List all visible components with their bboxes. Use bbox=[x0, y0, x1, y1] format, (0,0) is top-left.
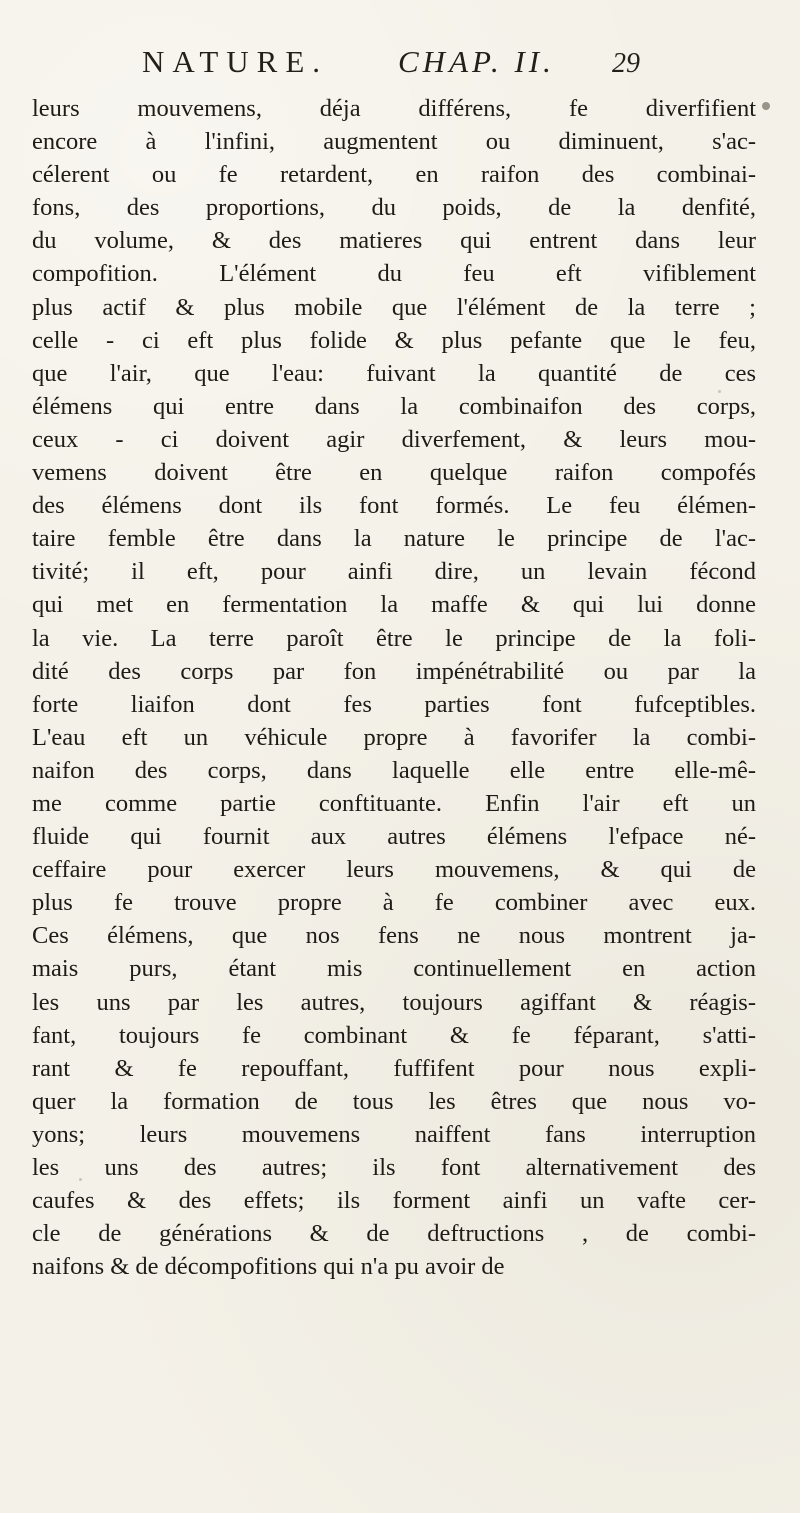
text-line: me comme partie conftituante. Enfin l'air eft un bbox=[32, 789, 756, 817]
text-line: élémens qui entre dans la combinaifon des corps, bbox=[32, 392, 756, 420]
text-line: mais purs, étant mis continuellement en action bbox=[32, 955, 756, 983]
text-line: leurs mouvemens, déja différens, fe diverfifient bbox=[32, 95, 756, 122]
chapter-heading: CHAP. II. bbox=[398, 44, 555, 79]
ink-speck bbox=[762, 102, 770, 110]
text-line: celle - ci eft plus folide & plus pefante que le feu, bbox=[32, 326, 756, 354]
text-line: encore à l'infini, augmentent ou diminuent, s'ac- bbox=[32, 128, 756, 156]
text-line: tivité; il eft, pour ainfi dire, un levain fécond bbox=[32, 558, 756, 586]
text-line: compofition. L'élément du feu eft vifiblement bbox=[32, 260, 756, 288]
text-line: naifon des corps, dans laquelle elle entre elle-mê- bbox=[32, 756, 756, 784]
text-line: la vie. La terre paroît être le principe de la foli- bbox=[32, 624, 756, 652]
text-line: des élémens dont ils font formés. Le feu élémen- bbox=[32, 492, 756, 520]
text-line: naifons & de décompofitions qui n'a pu avoir de bbox=[32, 1253, 505, 1281]
text-line: les uns par les autres, toujours agiffant & réagis- bbox=[32, 988, 756, 1016]
text-line: rant & fe repouffant, fuffifent pour nous expli- bbox=[32, 1054, 756, 1082]
page-header bbox=[0, 40, 800, 84]
text-line: ceffaire pour exercer leurs mouvemens, & qui de bbox=[32, 856, 756, 884]
text-line: qui met en fermentation la maffe & qui lui donne bbox=[32, 591, 756, 619]
text-line: fant, toujours fe combinant & fe féparant, s'atti- bbox=[32, 1021, 756, 1049]
text-line: vemens doivent être en quelque raifon compofés bbox=[32, 459, 756, 487]
text-line: forte liaifon dont fes parties font fufceptibles. bbox=[32, 690, 756, 718]
text-line: cle de générations & de deftructions , de combi- bbox=[32, 1220, 756, 1248]
text-line: dité des corps par fon impénétrabilité ou par la bbox=[32, 657, 756, 685]
text-line: caufes & des effets; ils forment ainfi un vafte cer- bbox=[32, 1187, 756, 1215]
text-line: fluide qui fournit aux autres élémens l'efpace né- bbox=[32, 823, 756, 851]
text-line: du volume, & des matieres qui entrent dans leur bbox=[32, 227, 756, 255]
text-line: Ces élémens, que nos fens ne nous montrent ja- bbox=[32, 922, 756, 950]
text-line: les uns des autres; ils font alternativement des bbox=[32, 1154, 756, 1181]
text-line: que l'air, que l'eau: fuivant la quantité de ces bbox=[32, 359, 756, 387]
text-line: taire femble être dans la nature le principe de l'ac- bbox=[32, 525, 756, 553]
page-number: 29 bbox=[612, 48, 640, 79]
text-line: ceux - ci doivent agir diverfement, & leurs mou- bbox=[32, 425, 756, 453]
text-line: fons, des proportions, du poids, de la denfité, bbox=[32, 194, 756, 222]
text-line: yons; leurs mouvemens naiffent fans interruption bbox=[32, 1120, 756, 1148]
text-line: plus fe trouve propre à fe combiner avec eux. bbox=[32, 889, 756, 917]
text-line: célerent ou fe retardent, en raifon des combinai- bbox=[32, 161, 756, 189]
running-head: NATURE. bbox=[142, 44, 329, 79]
text-line: L'eau eft un véhicule propre à favorifer la combi- bbox=[32, 723, 756, 751]
text-line: quer la formation de tous les êtres que nous vo- bbox=[32, 1087, 756, 1115]
text-line: plus actif & plus mobile que l'élément de la terre ; bbox=[32, 293, 756, 321]
main-text bbox=[32, 92, 756, 1283]
